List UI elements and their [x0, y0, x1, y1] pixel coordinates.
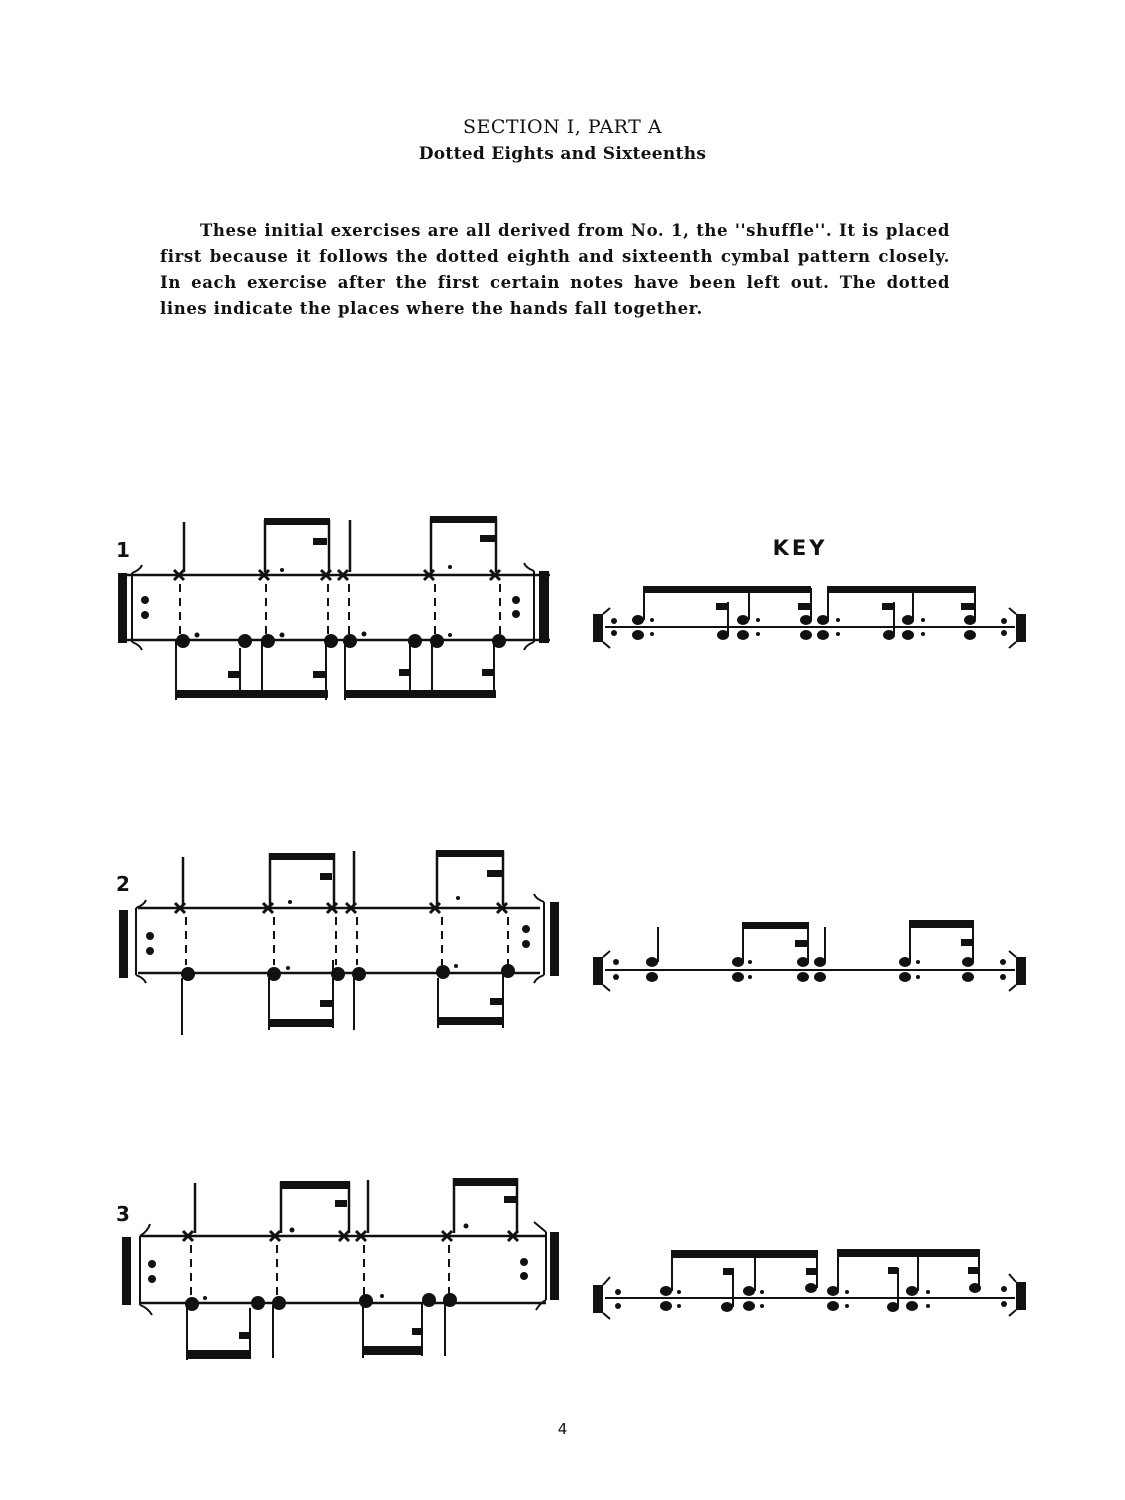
- exercise-1-score: [110, 510, 560, 710]
- exercise-3-key: [590, 1240, 1030, 1320]
- section-title: SECTION I, PART A: [462, 116, 663, 138]
- page-number: 4: [557, 1420, 568, 1438]
- section-subtitle: Dotted Eights and Sixteenths: [418, 144, 707, 164]
- exercise-number-3: 3: [116, 1202, 130, 1226]
- exercise-3-score: [110, 1170, 560, 1370]
- exercise-2-key: [590, 915, 1030, 995]
- intro-text: These initial exercises are all derived from No. 1, the ''shuffle''. It is placed first because it follows the dotted eighth and sixteenth cymbal pattern closely. In each exercise after the first certain notes have been left out. The dotted lines indicate the places where the hands fall together.: [160, 221, 950, 318]
- exercise-1-key: [590, 580, 1030, 660]
- exercise-number-2: 2: [116, 872, 130, 896]
- key-label: KEY: [772, 536, 828, 560]
- exercise-2-score: [110, 845, 560, 1045]
- intro-paragraph: [160, 218, 950, 322]
- exercise-number-1: 1: [116, 538, 130, 562]
